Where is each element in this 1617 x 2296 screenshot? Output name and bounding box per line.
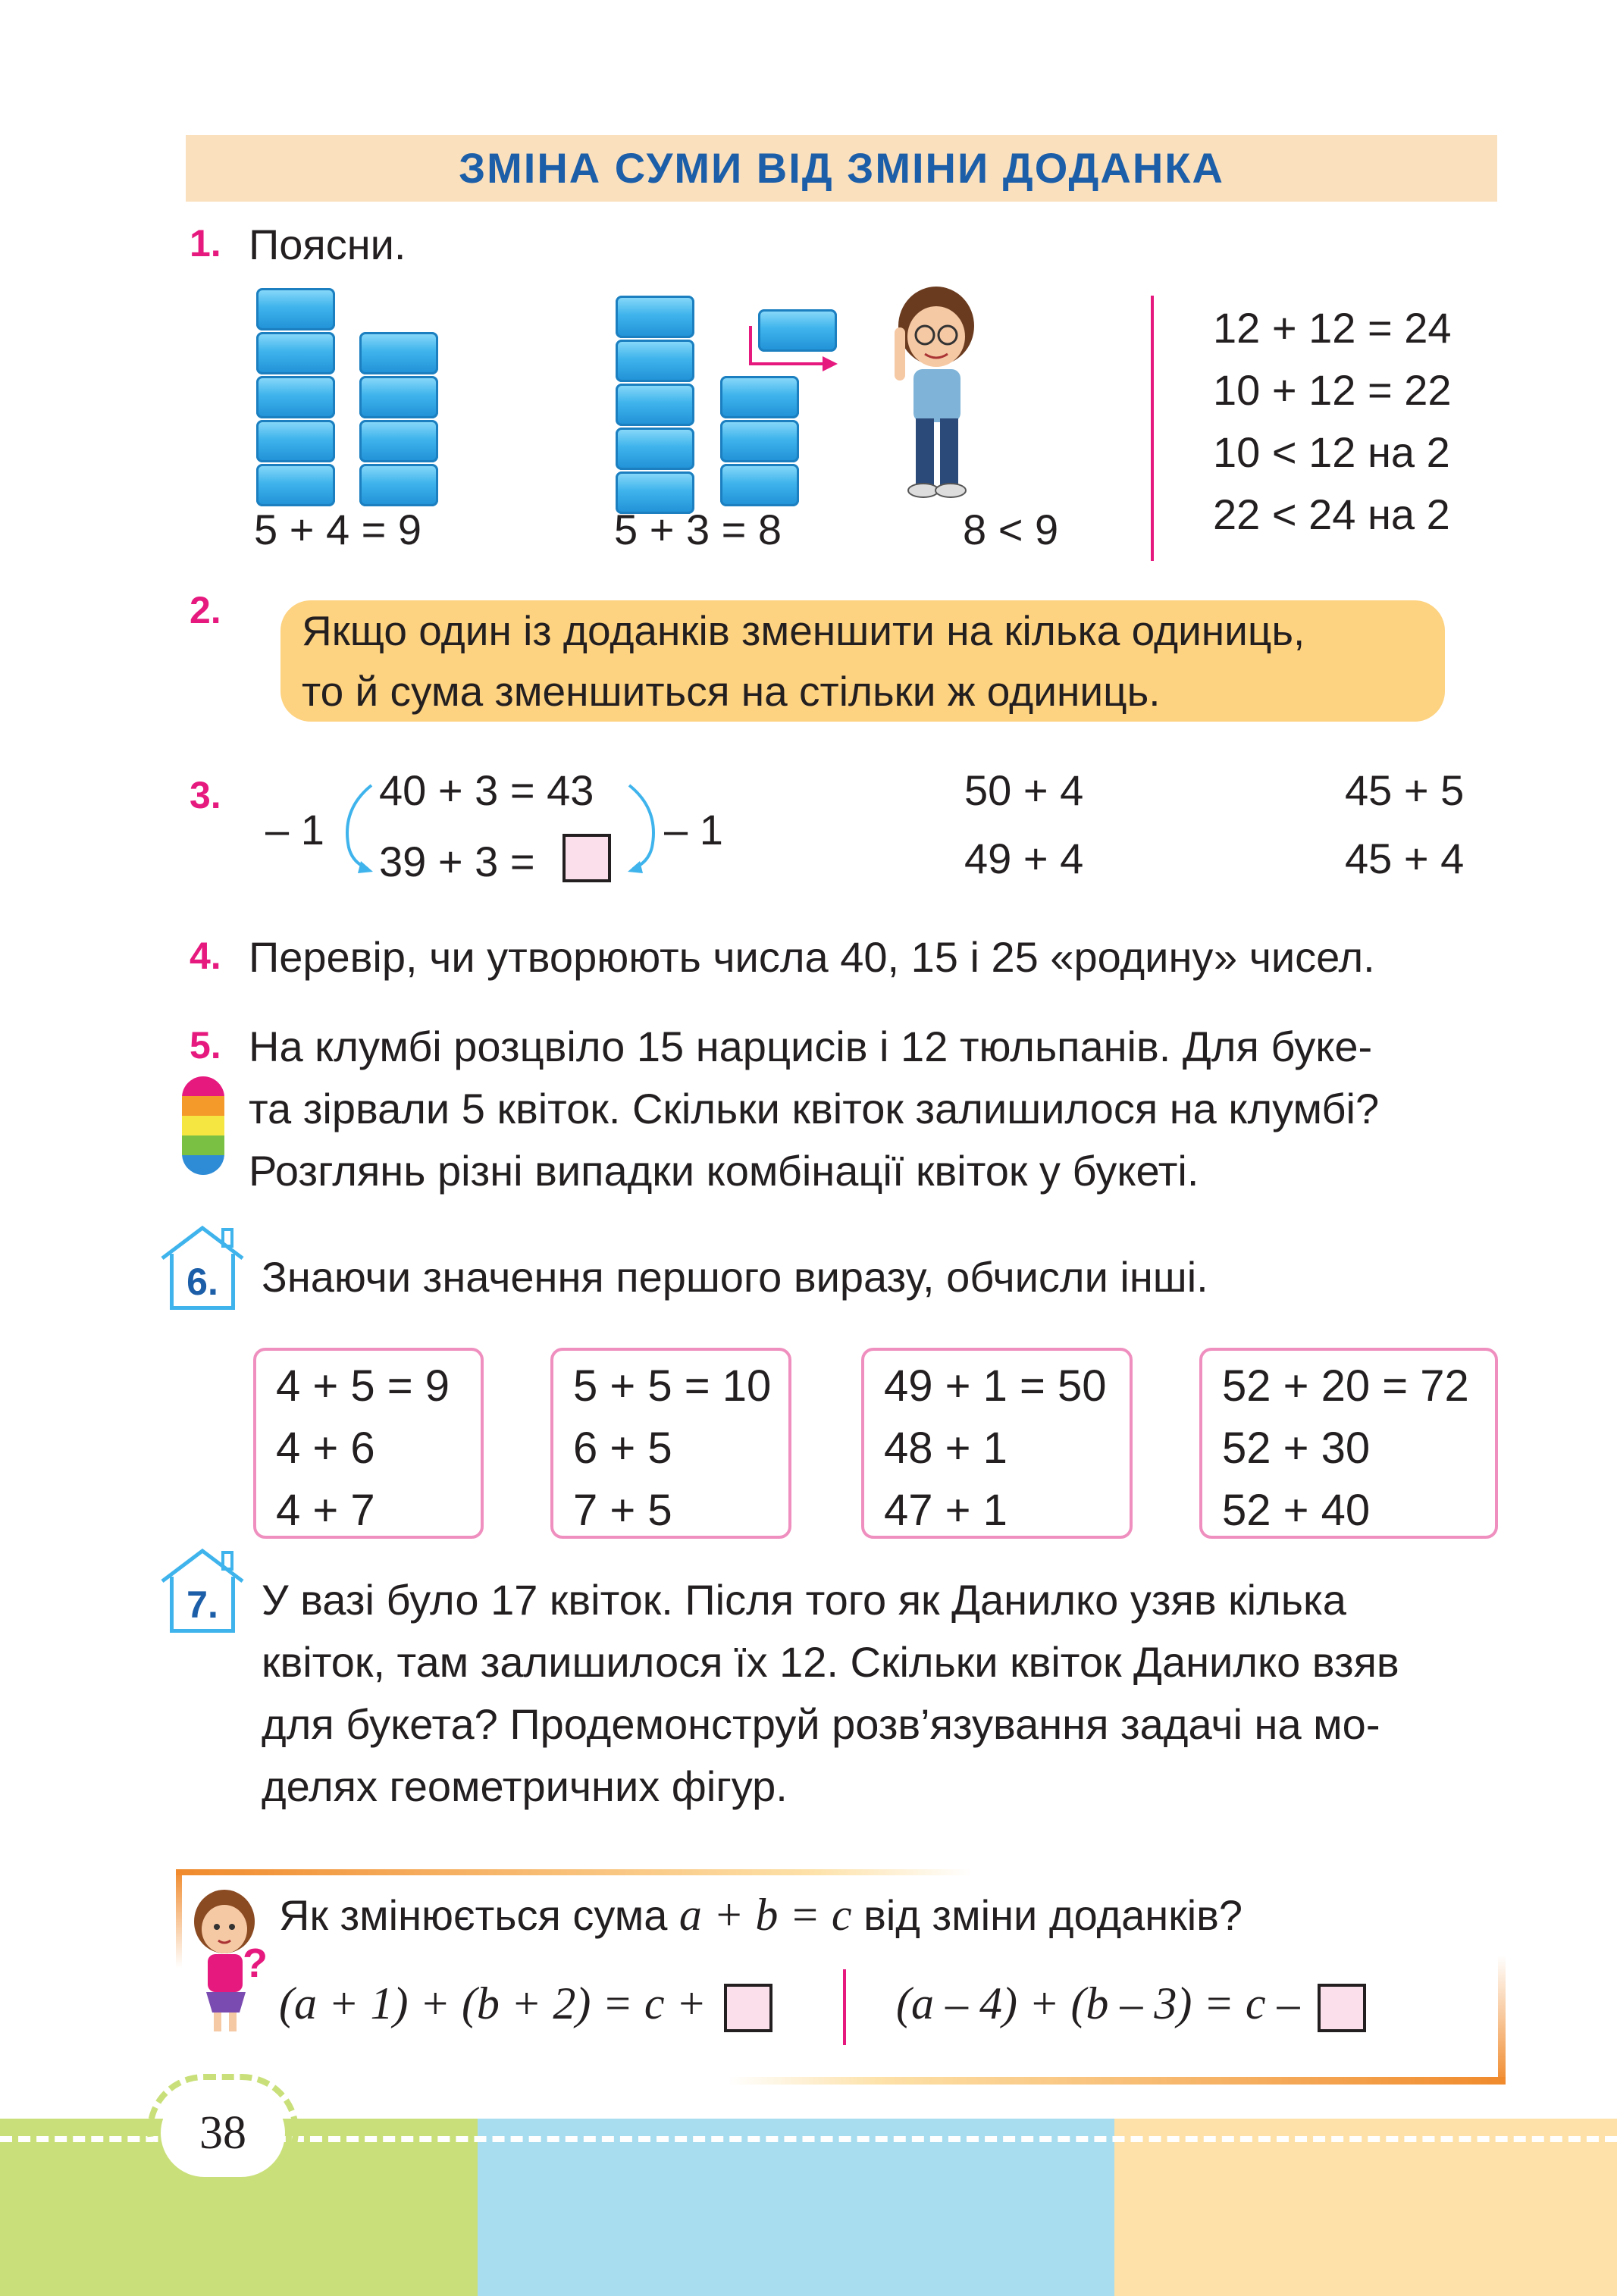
box2-line-1: 5 + 5 = 10: [573, 1361, 772, 1411]
box4-line-2: 52 + 30: [1222, 1424, 1371, 1473]
home-icon-7: [159, 1546, 250, 1637]
footer-blue: [478, 2119, 1114, 2296]
ex3-col3-2: 45 + 4: [1345, 835, 1465, 882]
cube-stack-3: [720, 376, 799, 508]
ex5-line-3: Розглянь різні випадки комбінації квіток у букеті.: [249, 1147, 1199, 1195]
page-number: 38: [199, 2107, 246, 2159]
svg-text:?: ?: [243, 1940, 268, 1986]
ex3-minus-left: – 1: [265, 806, 324, 854]
ex1-eq-b: 5 + 3 = 8: [614, 506, 782, 553]
move-arrow-icon: [743, 318, 849, 379]
box3-line-3: 47 + 1: [884, 1486, 1007, 1535]
ex1-right-3: 10 < 12 на 2: [1213, 428, 1450, 476]
ex1-right-4: 22 < 24 на 2: [1213, 490, 1450, 538]
ex3-col2-2: 49 + 4: [964, 835, 1084, 882]
box2-line-3: 7 + 5: [573, 1486, 672, 1535]
box1-line-3: 4 + 7: [276, 1486, 375, 1535]
box2-line-2: 6 + 5: [573, 1424, 672, 1473]
ex5-line-1: На клумбі розцвіло 15 нарцисів і 12 тюльпанів. Для буке-: [249, 1023, 1373, 1070]
right-arrow-icon: [622, 779, 667, 878]
question-divider: [843, 1969, 846, 2045]
question-left: [279, 1969, 772, 2038]
title-bar: [186, 135, 1497, 202]
rule-box: [280, 600, 1445, 722]
boy-illustration: [872, 282, 993, 502]
ex2-number: 2.: [190, 589, 221, 631]
rule-line-1: Якщо один із доданків зменшити на кілька одиниць,: [302, 607, 1305, 654]
ex3-minus-right: – 1: [664, 806, 723, 854]
cube-stack-5: [256, 288, 335, 508]
box4-line-1: 52 + 20 = 72: [1222, 1361, 1469, 1411]
cube-stack-4: [359, 332, 438, 508]
question-pre: Як змінюється сума: [279, 1891, 668, 1939]
box3-line-1: 49 + 1 = 50: [884, 1361, 1107, 1411]
question-post: від зміни доданків?: [863, 1891, 1243, 1939]
ex1-right-2: 10 + 12 = 22: [1213, 366, 1452, 414]
box4-line-3: 52 + 40: [1222, 1486, 1371, 1535]
ex3-bottom: 39 + 3 =: [379, 838, 535, 885]
question-right-box[interactable]: [1318, 1984, 1366, 2032]
answer-box[interactable]: [563, 834, 611, 882]
home-icon-6: [159, 1223, 250, 1314]
example-box-4: [1199, 1348, 1498, 1539]
ex6-text: Знаючи значення першого виразу, обчисли інші.: [262, 1253, 1208, 1301]
ex5-line-2: та зірвали 5 квіток. Скільки квіток залишилося на клумбі?: [249, 1085, 1380, 1132]
ex7-line-1: У вазі було 17 квіток. Після того як Данилко узяв кілька: [262, 1576, 1346, 1624]
question-text: [279, 1883, 1243, 1947]
ex3-col3-1: 45 + 5: [1345, 766, 1465, 814]
ex3-top: 40 + 3 = 43: [379, 766, 594, 814]
ex7-line-2: квіток, там залишилося їх 12. Скільки квіток Данилко взяв: [262, 1638, 1399, 1686]
ex1-compare: 8 < 9: [963, 506, 1059, 553]
difficulty-icon: [182, 1076, 224, 1175]
example-box-3: [861, 1348, 1133, 1539]
question-formula: a + b = c: [678, 1890, 852, 1940]
page-title: ЗМІНА СУМИ ВІД ЗМІНИ ДОДАНКА: [459, 144, 1224, 192]
ex4-text: Перевір, чи утворюють числа 40, 15 і 25 «родину» чисел.: [249, 933, 1375, 981]
ex4-number: 4.: [190, 935, 221, 977]
ex7-line-3: для букета? Продемонструй розв’язування задачі на мо-: [262, 1700, 1380, 1748]
ex3-col2-1: 50 + 4: [964, 766, 1084, 814]
ex7-line-4: делях геометричних фігур.: [262, 1762, 788, 1810]
box3-line-2: 48 + 1: [884, 1424, 1007, 1473]
footer-yellow: [1114, 2119, 1617, 2296]
question-left-box[interactable]: [724, 1984, 772, 2032]
cube-stack-5b: [616, 296, 694, 515]
example-box-2: [550, 1348, 791, 1539]
ex5-number: 5.: [190, 1024, 221, 1067]
girl-illustration: [185, 1887, 268, 2039]
ex1-right-1: 12 + 12 = 24: [1213, 304, 1452, 352]
divider: [1151, 296, 1154, 561]
box1-line-2: 4 + 6: [276, 1424, 375, 1473]
ex3-number: 3.: [190, 774, 221, 816]
ex1-label: Поясни.: [249, 221, 406, 268]
rule-line-2: то й сума зменшиться на стільки ж одиниць.: [302, 668, 1161, 715]
ex1-eq-a: 5 + 4 = 9: [254, 506, 422, 553]
example-box-1: [253, 1348, 484, 1539]
ex7-number: 7.: [186, 1583, 218, 1626]
frame-right: [1498, 1956, 1506, 2085]
frame-top: [176, 1869, 972, 1875]
frame-bottom: [728, 2077, 1506, 2085]
question-right: [896, 1969, 1366, 2038]
question-right-expr: (a – 4) + (b – 3) = c –: [896, 1978, 1300, 2028]
box1-line-1: 4 + 5 = 9: [276, 1361, 450, 1411]
ex1-number: 1.: [190, 222, 221, 265]
left-arrow-icon: [334, 779, 379, 878]
question-left-expr: (a + 1) + (b + 2) = c +: [279, 1978, 707, 2028]
ex6-number: 6.: [186, 1261, 218, 1303]
frame-left: [176, 1869, 182, 1968]
